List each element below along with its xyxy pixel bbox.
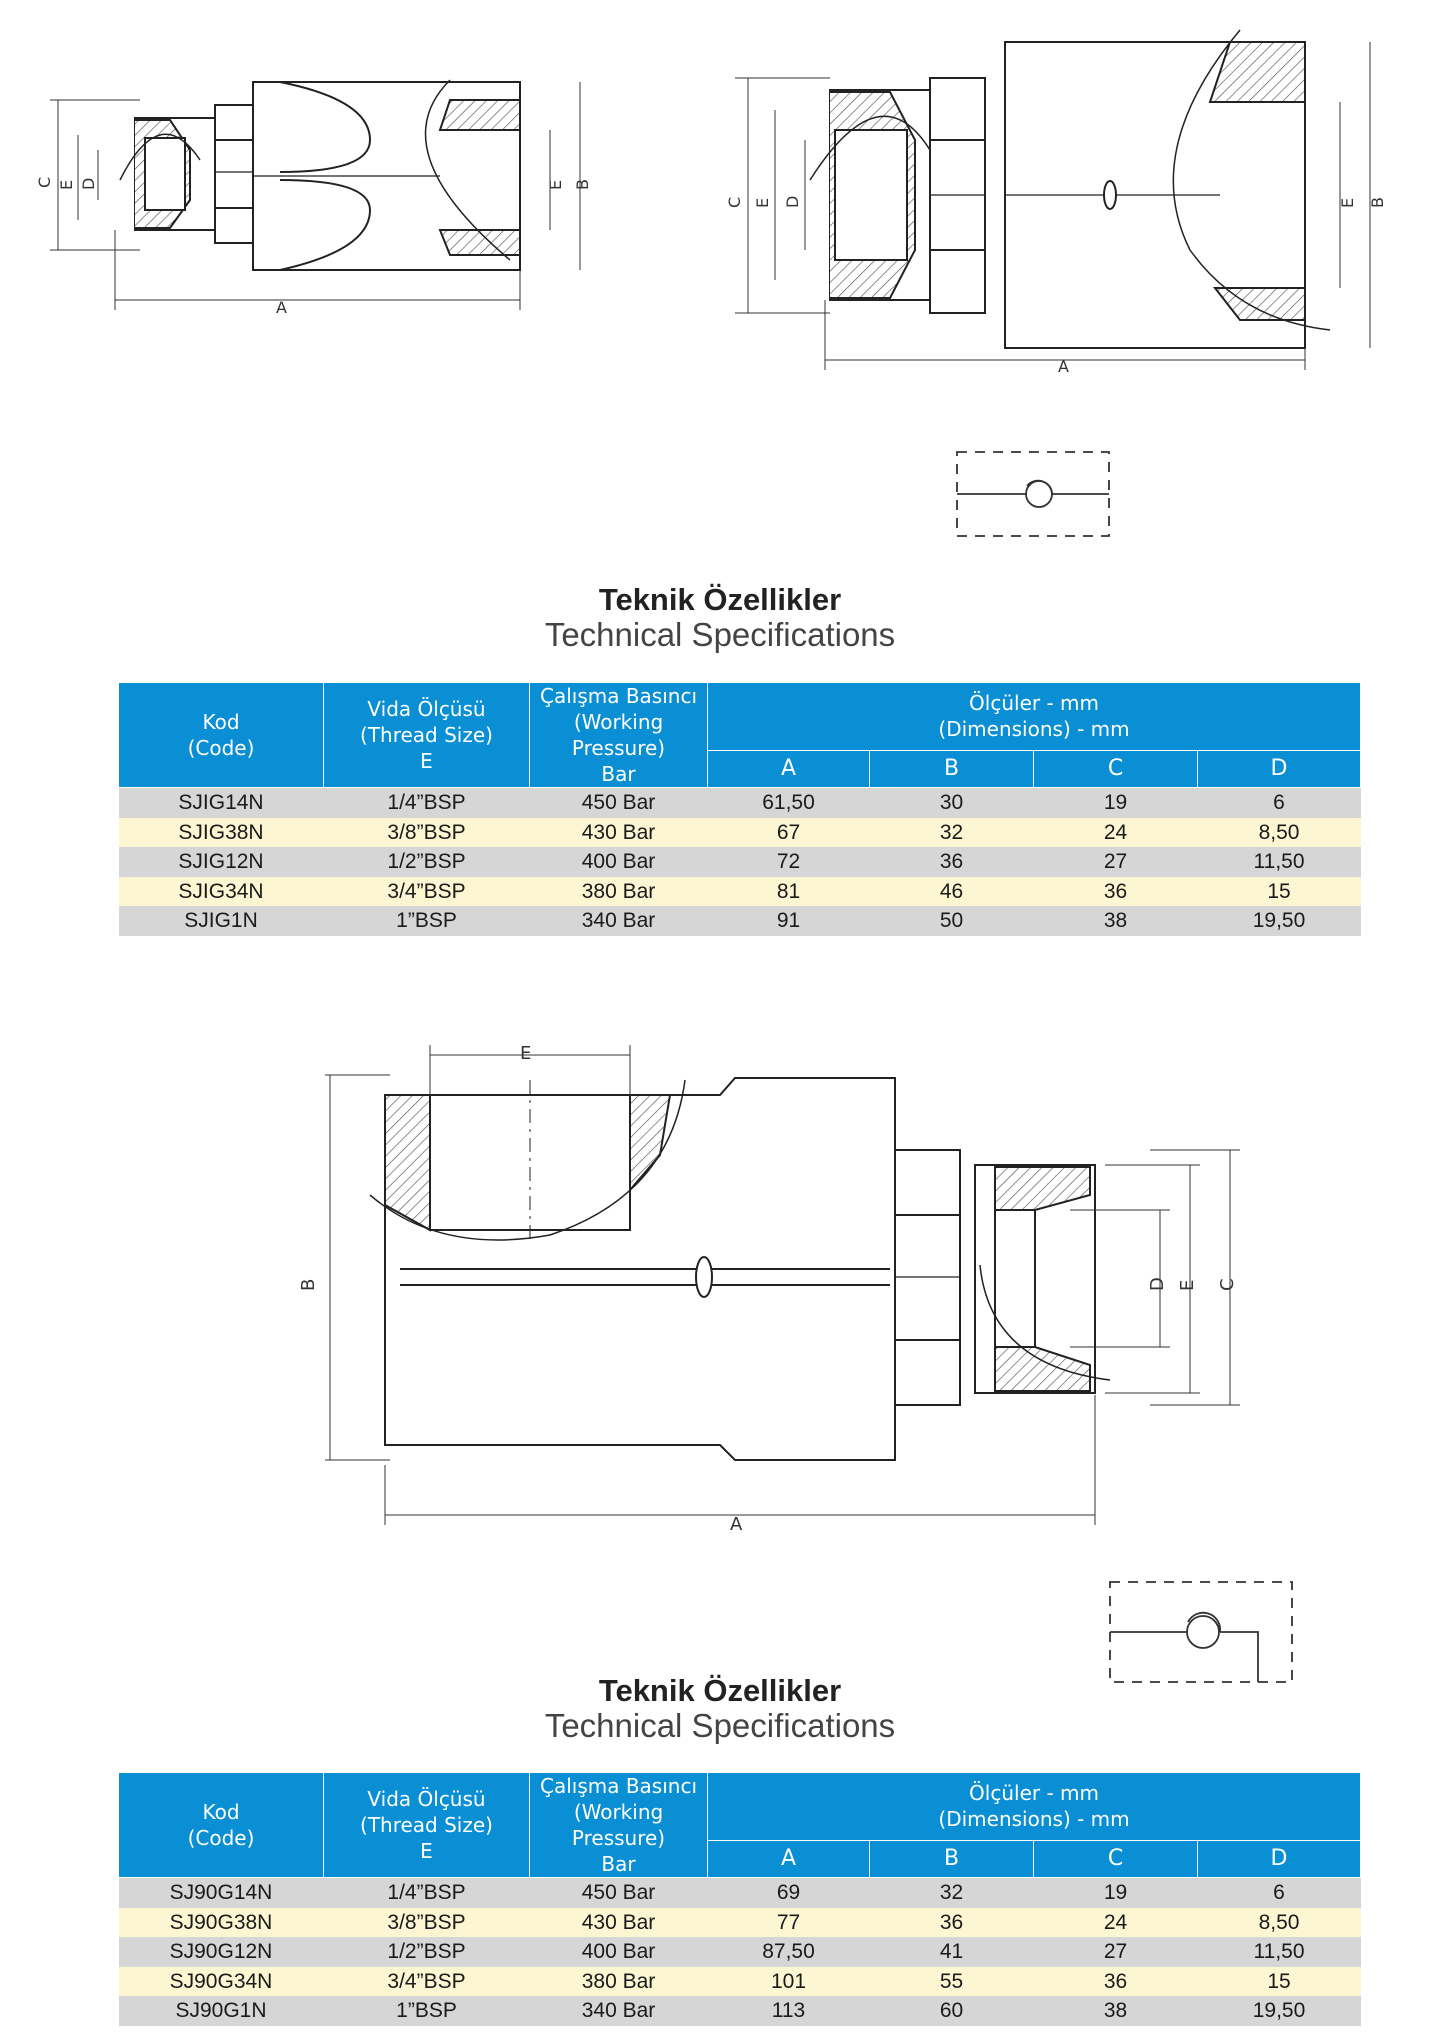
dim-label-e-top: E — [520, 1043, 532, 1064]
cell-code: SJIG34N — [119, 877, 324, 907]
cell-code: SJ90G14N — [119, 1878, 324, 1908]
cell-code: SJ90G12N — [119, 1937, 324, 1967]
header-pressure: Çalışma Basıncı (Working Pressure) Bar — [530, 1773, 708, 1878]
cell-code: SJIG14N — [119, 788, 324, 818]
cell-c: 36 — [1034, 1967, 1198, 1997]
dim-label-a: A — [1058, 357, 1069, 376]
technical-drawing-90-degree — [290, 1025, 1280, 1545]
cell-a: 81 — [708, 877, 870, 907]
cell-a: 101 — [708, 1967, 870, 1997]
cell-b: 32 — [870, 1878, 1034, 1908]
cell-c: 27 — [1034, 1937, 1198, 1967]
cell-d: 8,50 — [1198, 818, 1361, 848]
header-pressure: Çalışma Basıncı (Working Pressure) Bar — [530, 683, 708, 788]
header-dim-b: B — [870, 1840, 1034, 1877]
cell-d: 6 — [1198, 1878, 1361, 1908]
cell-code: SJ90G38N — [119, 1908, 324, 1938]
cell-d: 15 — [1198, 1967, 1361, 1997]
cell-b: 46 — [870, 877, 1034, 907]
header-code: Kod (Code) — [119, 683, 324, 788]
cell-thread: 1/2”BSP — [324, 847, 530, 877]
cell-b: 50 — [870, 906, 1034, 936]
dim-label-c: C — [35, 176, 54, 188]
header-dim-c: C — [1034, 750, 1198, 787]
dim-label-a: A — [276, 298, 287, 317]
table-row — [119, 877, 1361, 907]
cell-thread: 1”BSP — [324, 906, 530, 936]
spec-title-block — [0, 583, 1440, 653]
technical-drawing-straight-large — [720, 30, 1420, 390]
cell-thread: 1/4”BSP — [324, 1878, 530, 1908]
cell-d: 19,50 — [1198, 906, 1361, 936]
table-row — [119, 788, 1361, 818]
cell-c: 38 — [1034, 906, 1198, 936]
dim-label-d: D — [79, 177, 98, 190]
cell-code: SJIG12N — [119, 847, 324, 877]
cell-d: 15 — [1198, 877, 1361, 907]
cell-b: 36 — [870, 1908, 1034, 1938]
cell-a: 91 — [708, 906, 870, 936]
dim-label-b: B — [573, 179, 592, 190]
spec-table — [118, 1772, 1361, 2026]
cell-pressure: 380 Bar — [530, 877, 708, 907]
cell-thread: 1”BSP — [324, 1996, 530, 2026]
swivel-joint-symbol — [955, 450, 1115, 540]
cell-c: 19 — [1034, 1878, 1198, 1908]
table-row — [119, 1908, 1361, 1938]
dim-label-e: E — [57, 179, 76, 190]
header-dimensions: Ölçüler - mm (Dimensions) - mm — [708, 1773, 1361, 1841]
table-row — [119, 818, 1361, 848]
cell-code: SJIG38N — [119, 818, 324, 848]
cell-c: 36 — [1034, 877, 1198, 907]
cell-pressure: 340 Bar — [530, 1996, 708, 2026]
dim-label-e: E — [753, 197, 772, 208]
header-dim-d: D — [1198, 1840, 1361, 1877]
cell-thread: 1/2”BSP — [324, 1937, 530, 1967]
cell-a: 77 — [708, 1908, 870, 1938]
spec-title-en: Technical Specifications — [544, 1707, 896, 1744]
cell-thread: 1/4”BSP — [324, 788, 530, 818]
swivel-joint-90-symbol — [1108, 1580, 1298, 1685]
cell-d: 8,50 — [1198, 1908, 1361, 1938]
cell-pressure: 380 Bar — [530, 1967, 708, 1997]
cell-pressure: 430 Bar — [530, 818, 708, 848]
dim-label-e: E — [1177, 1279, 1198, 1291]
dim-label-c: C — [725, 196, 744, 208]
cell-b: 30 — [870, 788, 1034, 818]
table-row — [119, 1878, 1361, 1908]
header-code: Kod (Code) — [119, 1773, 324, 1878]
cell-code: SJIG1N — [119, 906, 324, 936]
table-row — [119, 1996, 1361, 2026]
cell-code: SJ90G34N — [119, 1967, 324, 1997]
cell-d: 6 — [1198, 788, 1361, 818]
cell-a: 67 — [708, 818, 870, 848]
cell-c: 38 — [1034, 1996, 1198, 2026]
cell-c: 27 — [1034, 847, 1198, 877]
cell-a: 69 — [708, 1878, 870, 1908]
header-dim-c: C — [1034, 1840, 1198, 1877]
header-dim-a: A — [708, 1840, 870, 1877]
cell-a: 72 — [708, 847, 870, 877]
spec-title-en: Technical Specifications — [544, 616, 896, 653]
cell-thread: 3/8”BSP — [324, 1908, 530, 1938]
cell-b: 60 — [870, 1996, 1034, 2026]
dim-label-c: C — [1217, 1278, 1238, 1291]
cell-a: 113 — [708, 1996, 870, 2026]
cell-pressure: 450 Bar — [530, 1878, 708, 1908]
dim-label-b: B — [1368, 197, 1387, 208]
cell-c: 24 — [1034, 818, 1198, 848]
spec-title-tr: Teknik Özellikler — [598, 582, 842, 617]
cell-pressure: 450 Bar — [530, 788, 708, 818]
cell-c: 24 — [1034, 1908, 1198, 1938]
cell-a: 87,50 — [708, 1937, 870, 1967]
dim-label-a: A — [730, 1514, 743, 1535]
cell-b: 55 — [870, 1967, 1034, 1997]
cell-pressure: 400 Bar — [530, 1937, 708, 1967]
dim-label-d: D — [783, 195, 802, 208]
dim-label-e-right: E — [1338, 197, 1357, 208]
cell-b: 41 — [870, 1937, 1034, 1967]
cell-pressure: 340 Bar — [530, 906, 708, 936]
cell-thread: 3/4”BSP — [324, 877, 530, 907]
cell-pressure: 400 Bar — [530, 847, 708, 877]
header-dimensions: Ölçüler - mm (Dimensions) - mm — [708, 683, 1361, 751]
cell-code: SJ90G1N — [119, 1996, 324, 2026]
dim-label-d: D — [1147, 1277, 1168, 1291]
cell-c: 19 — [1034, 788, 1198, 818]
dim-label-b: B — [298, 1278, 319, 1291]
dim-label-e-right: E — [546, 179, 565, 190]
cell-d: 11,50 — [1198, 1937, 1361, 1967]
header-dim-d: D — [1198, 750, 1361, 787]
cell-d: 11,50 — [1198, 847, 1361, 877]
table-row — [119, 847, 1361, 877]
spec-title-tr: Teknik Özellikler — [598, 1673, 842, 1708]
table-row — [119, 1937, 1361, 1967]
cell-pressure: 430 Bar — [530, 1908, 708, 1938]
cell-thread: 3/4”BSP — [324, 1967, 530, 1997]
technical-drawing-straight-small — [35, 60, 600, 340]
cell-b: 36 — [870, 847, 1034, 877]
table-row — [119, 1967, 1361, 1997]
header-thread: Vida Ölçüsü (Thread Size) E — [324, 1773, 530, 1878]
spec-title-block — [0, 1674, 1440, 1744]
cell-b: 32 — [870, 818, 1034, 848]
spec-table — [118, 682, 1361, 936]
cell-thread: 3/8”BSP — [324, 818, 530, 848]
cell-d: 19,50 — [1198, 1996, 1361, 2026]
table-row — [119, 906, 1361, 936]
header-dim-a: A — [708, 750, 870, 787]
cell-a: 61,50 — [708, 788, 870, 818]
header-thread: Vida Ölçüsü (Thread Size) E — [324, 683, 530, 788]
header-dim-b: B — [870, 750, 1034, 787]
